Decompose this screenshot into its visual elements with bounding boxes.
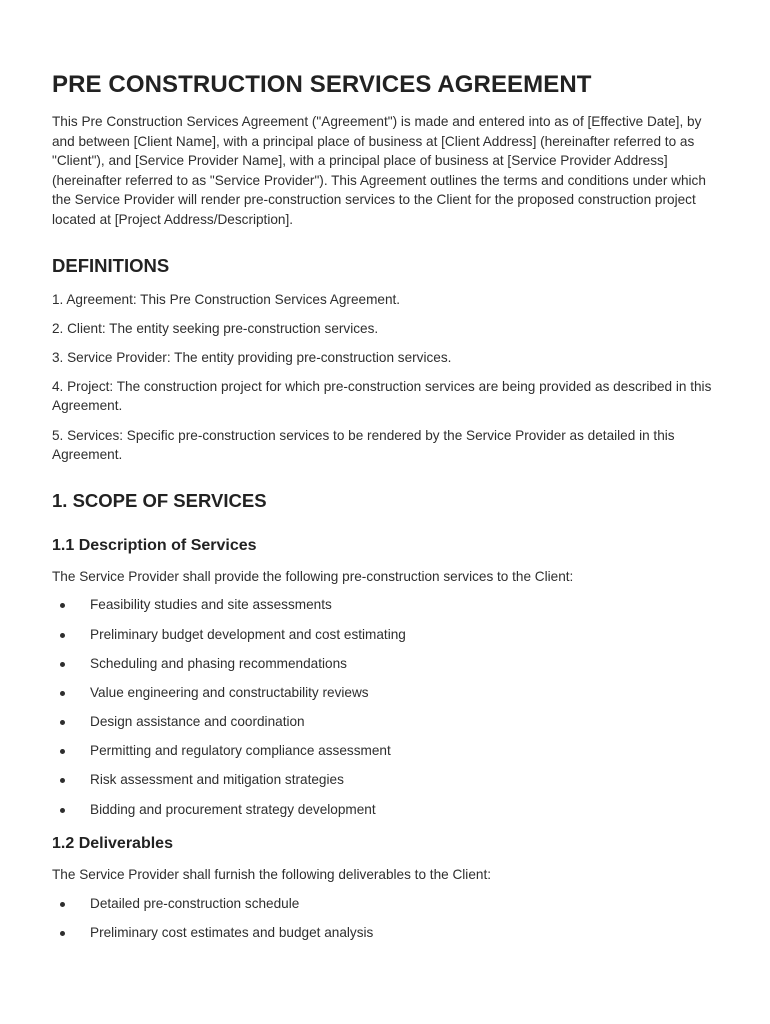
bullet-icon — [60, 931, 65, 936]
bullet-icon — [60, 633, 65, 638]
services-list — [52, 595, 718, 819]
definitions-heading: DEFINITIONS — [52, 254, 170, 276]
bullet-icon — [60, 720, 65, 725]
document-title: PRE CONSTRUCTION SERVICES AGREEMENT — [52, 71, 592, 98]
list-item — [52, 712, 718, 732]
definition-item: 3. Service Provider: The entity providing pre-construction services. — [52, 349, 452, 365]
list-item-text: Design assistance and coordination — [90, 714, 305, 730]
deliverables-heading: 1.2 Deliverables — [52, 835, 173, 853]
description-heading: 1.1 Description of Services — [52, 536, 257, 554]
definition-item: 5. Services: Specific pre-construction services to be rendered by the Service Provider as detailed in this Agreement. — [52, 427, 675, 463]
list-item-text: Value engineering and constructability reviews — [90, 684, 369, 700]
list-item-text: Preliminary budget development and cost estimating — [90, 626, 406, 642]
definition-item: 4. Project: The construction project for which pre-construction services are being provided as described in this Agreement. — [52, 378, 712, 414]
deliverables-lead: The Service Provider shall furnish the following deliverables to the Client: — [52, 867, 491, 883]
bullet-icon — [60, 749, 65, 754]
list-item-text: Scheduling and phasing recommendations — [90, 655, 347, 671]
list-item — [52, 625, 718, 645]
list-item — [52, 923, 718, 943]
list-item-text: Bidding and procurement strategy development — [90, 801, 376, 817]
list-item-text: Risk assessment and mitigation strategies — [90, 772, 344, 788]
list-item — [52, 894, 718, 914]
bullet-icon — [60, 902, 65, 907]
list-item-text: Detailed pre-construction schedule — [90, 895, 300, 911]
deliverables-list — [52, 894, 718, 943]
list-item — [52, 595, 718, 615]
definition-item: 2. Client: The entity seeking pre-construction services. — [52, 320, 379, 336]
bullet-icon — [60, 778, 65, 783]
list-item — [52, 654, 718, 674]
list-item-text: Permitting and regulatory compliance assessment — [90, 743, 391, 759]
description-lead: The Service Provider shall provide the following pre-construction services to the Client: — [52, 568, 574, 584]
list-item — [52, 683, 718, 703]
definitions-list — [52, 290, 718, 465]
bullet-icon — [60, 603, 65, 608]
list-item — [52, 741, 718, 761]
bullet-icon — [60, 691, 65, 696]
bullet-icon — [60, 808, 65, 813]
list-item-text: Preliminary cost estimates and budget analysis — [90, 925, 374, 940]
list-item — [52, 800, 718, 820]
list-item — [52, 770, 718, 790]
list-item-text: Feasibility studies and site assessments — [90, 597, 332, 613]
definition-item: 1. Agreement: This Pre Construction Services Agreement. — [52, 291, 401, 307]
intro-paragraph: This Pre Construction Services Agreement ("Agreement") is made and entered into as of [Effective Date], by and between [Client Name], with a principal place of business at [Client Address] (hereinafter referred to as "Client"), and [Service Provider Name], with a principal place of business at [Service Provider Address] (hereinafter referred to as "Service Provider"). This Agreement outlines the terms and conditions under which the Service Provider will render pre-construction services to the Client for the proposed construction project located at [Project Address/Description]. — [52, 114, 706, 227]
bullet-icon — [60, 662, 65, 667]
scope-heading: 1. SCOPE OF SERVICES — [52, 489, 267, 511]
